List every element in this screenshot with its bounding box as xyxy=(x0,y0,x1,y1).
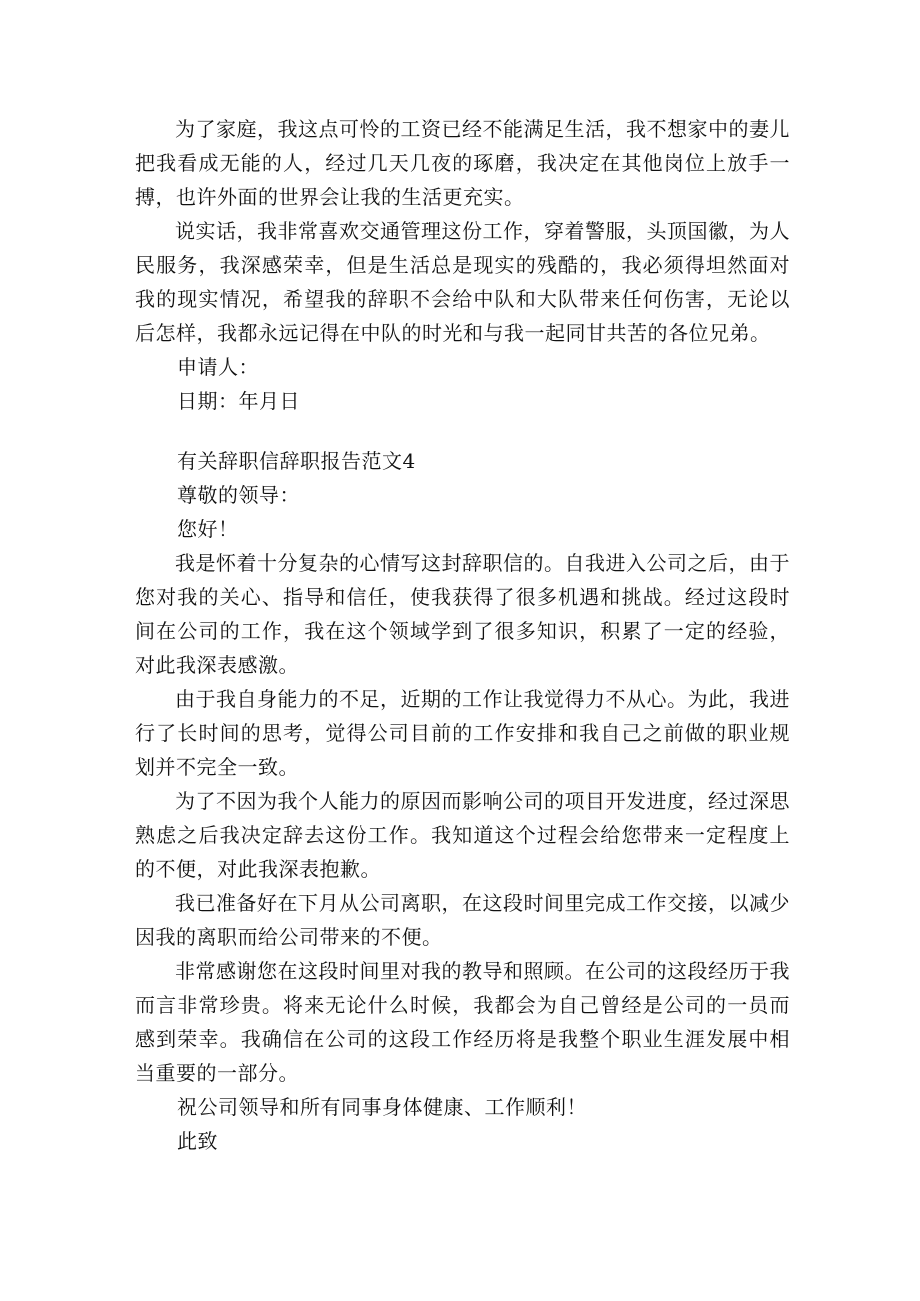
wishes-line: 祝公司领导和所有同事身体健康、工作顺利！ xyxy=(177,1095,587,1119)
section-title: 有关辞职信辞职报告范文4 xyxy=(177,449,416,473)
paragraph: 我是怀着十分复杂的心情写这封辞职信的。自我进入公司之后，由于您对我的关心、指导和信任，使我获得了很多机遇和挑战。经过这段时间在公司的工作，我在这个领域学到了很多知识，积累了一定的经验，对此我深表感激。 xyxy=(135,551,790,677)
document-page xyxy=(135,112,790,1158)
paragraph: 说实话，我非常喜欢交通管理这份工作，穿着警服，头顶国徽，为人民服务，我深感荣幸，但是生活总是现实的残酷的，我必须得坦然面对我的现实情况，希望我的辞职不会给中队和大队带来任何伤害，无论以后怎样，我都永远记得在中队的时光和与我一起同甘共苦的各位兄弟。 xyxy=(135,219,790,345)
salutation: 尊敬的领导： xyxy=(177,483,300,507)
paragraph: 我已准备好在下月从公司离职，在这段时间里完成工作交接，以减少因我的离职而给公司带来的不便。 xyxy=(135,891,790,949)
paragraph: 为了家庭，我这点可怜的工资已经不能满足生活，我不想家中的妻儿把我看成无能的人，经过几天几夜的琢磨，我决定在其他岗位上放手一搏，也许外面的世界会让我的生活更充实。 xyxy=(135,117,790,209)
section-gap xyxy=(135,418,790,444)
closing-line: 此致 xyxy=(177,1129,218,1153)
applicant-line: 申请人： xyxy=(177,355,259,379)
paragraph: 由于我自身能力的不足，近期的工作让我觉得力不从心。为此，我进行了长时间的思考，觉得公司目前的工作安排和我自己之前做的职业规划并不完全一致。 xyxy=(135,687,790,779)
greeting: 您好！ xyxy=(177,517,239,541)
date-line: 日期：年月日 xyxy=(177,389,300,413)
paragraph: 非常感谢您在这段时间里对我的教导和照顾。在公司的这段经历于我而言非常珍贵。将来无论什么时候，我都会为自己曾经是公司的一员而感到荣幸。我确信在公司的这段工作经历将是我整个职业生涯发展中相当重要的一部分。 xyxy=(135,959,790,1085)
paragraph: 为了不因为我个人能力的原因而影响公司的项目开发进度，经过深思熟虑之后我决定辞去这份工作。我知道这个过程会给您带来一定程度上的不便，对此我深表抱歉。 xyxy=(135,789,790,881)
